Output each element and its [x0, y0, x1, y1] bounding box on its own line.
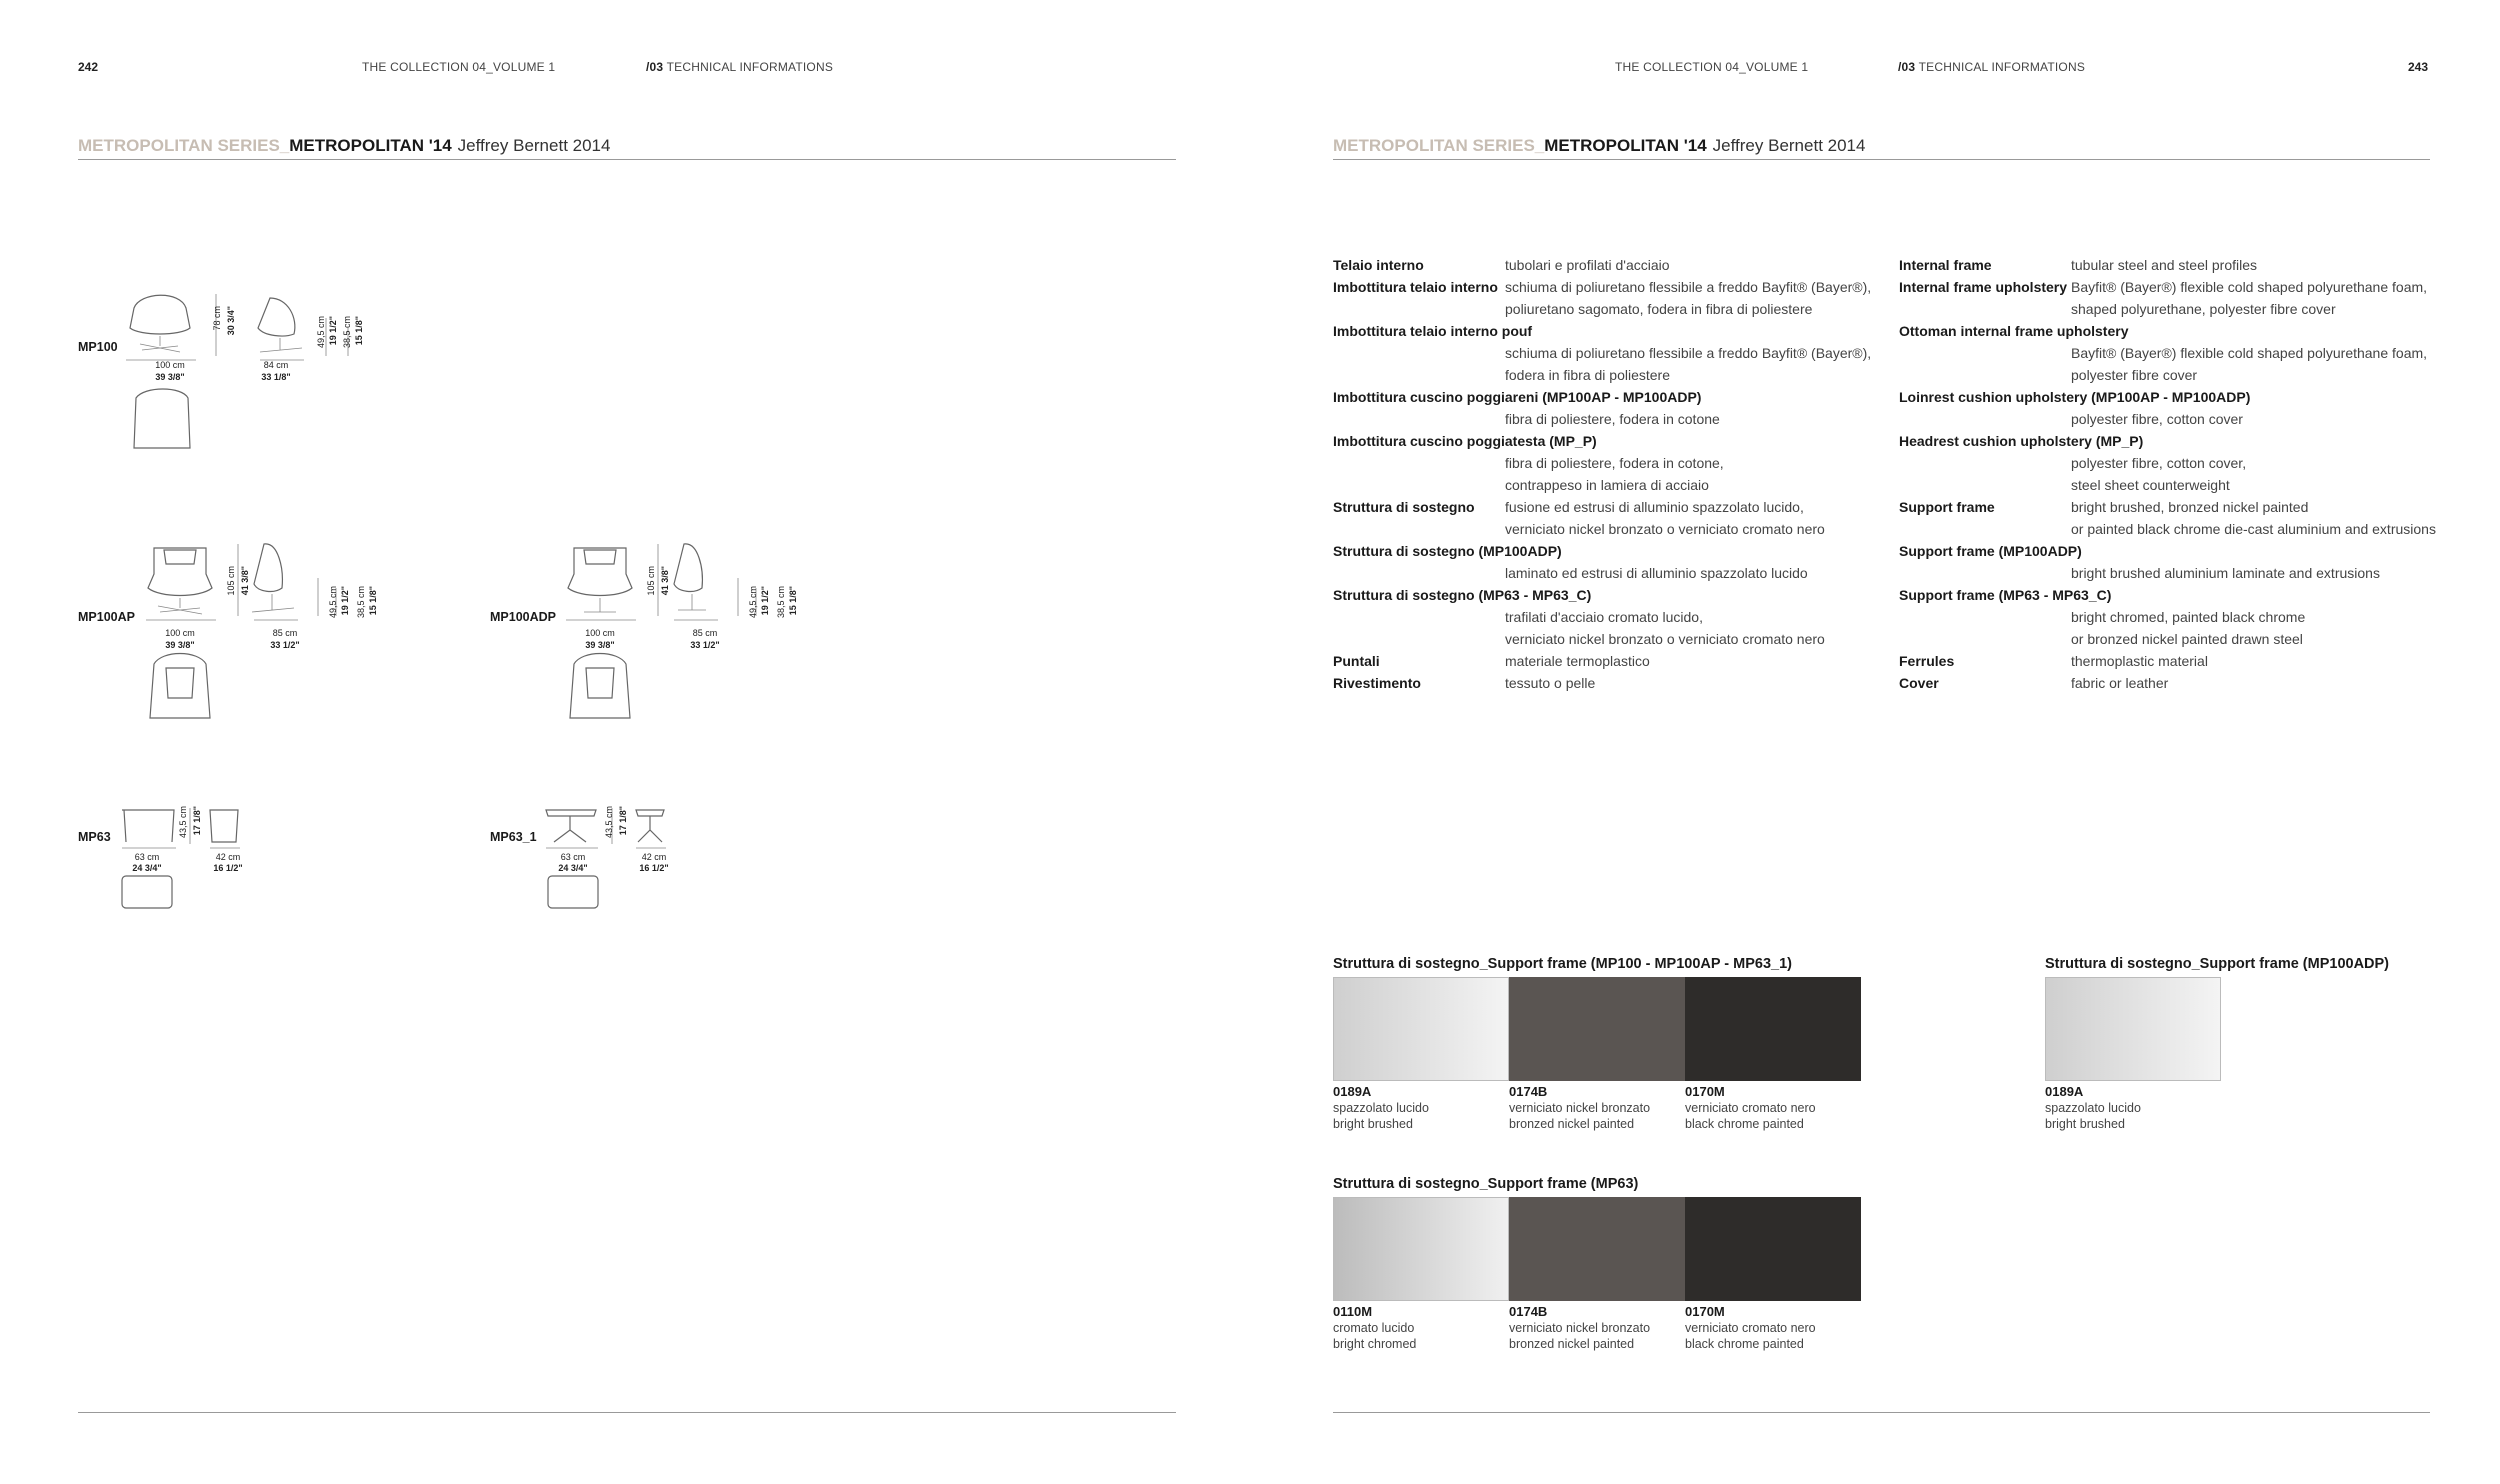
spec-label: [1899, 518, 2071, 540]
mp63-1-width-in: 24 3/4": [558, 863, 588, 873]
mp100ap-depth: 85 cm: [272, 628, 298, 638]
spec-row: [1333, 496, 1873, 518]
technical-info-italian: [1333, 254, 1873, 694]
swatch-code: 0174B: [1509, 1304, 1548, 1319]
mp63-height-in: 17 1/8": [192, 806, 202, 836]
spec-row: [1333, 672, 1873, 694]
mp100-plan-view: [134, 389, 190, 448]
mp63-1-height: 43,5 cm: [604, 806, 614, 839]
spec-row: [1899, 276, 2439, 298]
swatch-name-en: bronzed nickel painted: [1509, 1117, 1635, 1131]
left-page-number: 242: [78, 60, 99, 74]
swatch-color-chip: [2045, 977, 2221, 1081]
left-section-header: [646, 60, 833, 74]
swatch-name-it: verniciato cromato nero: [1685, 1101, 1816, 1115]
spec-label: Internal frame upholstery: [1899, 279, 2068, 295]
spec-label: Imbottitura telaio interno pouf: [1333, 323, 1533, 339]
spec-value: or bronzed nickel painted drawn steel: [2071, 631, 2303, 647]
mp63-height: 43,5 cm: [178, 806, 188, 839]
left-series-title: [78, 136, 610, 156]
left-collection-title: THE COLLECTION 04_VOLUME 1: [362, 60, 556, 74]
spec-value: shaped polyurethane, polyester fibre cover: [2071, 301, 2336, 317]
mp100-height-in: 30 3/4": [226, 306, 236, 336]
spec-value: verniciato nickel bronzato o verniciato cromato nero: [1505, 631, 1825, 647]
mp63-1-front-view: [546, 810, 596, 842]
mp100adp-seat-height: 49,5 cm: [748, 586, 758, 619]
swatch-code: 0189A: [1333, 1084, 1372, 1099]
swatch-code: 0110M: [1333, 1304, 1373, 1319]
swatch-color-chip: [1333, 977, 1509, 1081]
spec-value: verniciato nickel bronzato o verniciato cromato nero: [1505, 521, 1825, 537]
mp100adp-plan-view: [570, 654, 630, 719]
finish-group-title: Struttura di sostegno_Support frame (MP100 - MP100AP - MP63_1): [1333, 956, 1793, 972]
finish-swatch-row: [2045, 977, 2221, 1132]
spec-label: Internal frame: [1899, 257, 1992, 273]
mp100ap-seat-height: 49,5 cm: [328, 586, 338, 619]
spec-value: laminato ed estrusi di alluminio spazzolato lucido: [1505, 565, 1808, 581]
right-collection-title: THE COLLECTION 04_VOLUME 1: [1615, 60, 1809, 74]
mp100ap-front-view: [148, 548, 212, 596]
right-page-number: 243: [2407, 60, 2428, 74]
spec-label: [1899, 298, 2071, 320]
spec-value: polyester fibre, cotton cover,: [2071, 455, 2247, 471]
mp100adp-width-in: 39 3/8": [585, 640, 615, 650]
finish-swatch[interactable]: [1685, 977, 1861, 1132]
swatch-name-en: bright brushed: [1333, 1117, 1413, 1131]
spec-row: [1899, 254, 2439, 276]
mp100adp-side-view: [674, 544, 702, 592]
spec-row: [1899, 496, 2439, 518]
swatch-color-chip: [1509, 1197, 1685, 1301]
author-year: Jeffrey Bernett 2014: [1712, 136, 1866, 155]
section-number: /03: [1898, 60, 1916, 74]
mp100-front-view: [130, 295, 190, 334]
swatch-name-en: black chrome painted: [1685, 1337, 1804, 1351]
mp100ap-arm-height-in: 15 1/8": [368, 586, 378, 616]
swatch-name-it: verniciato cromato nero: [1685, 1321, 1816, 1335]
left-footer-rule: [78, 1412, 1176, 1413]
swatch-name-it: verniciato nickel bronzato: [1509, 1101, 1651, 1115]
finish-swatch[interactable]: [1509, 1197, 1685, 1352]
finish-swatch[interactable]: [2045, 977, 2221, 1132]
spec-row: [1333, 276, 1873, 298]
mp100adp-height-in: 41 3/8": [660, 566, 670, 596]
swatch-name-en: bright brushed: [2045, 1117, 2125, 1131]
spec-label: Puntali: [1333, 653, 1380, 669]
spec-label: Support frame (MP100ADP): [1899, 543, 2082, 559]
product-code-mp100ap: MP100AP: [78, 610, 135, 624]
finish-swatch[interactable]: [1333, 1197, 1509, 1352]
spec-label: Loinrest cushion upholstery (MP100AP - MP100ADP): [1899, 389, 2251, 405]
section-number: /03: [646, 60, 664, 74]
product-code-mp63-1: MP63_1: [490, 830, 537, 844]
spec-label: Struttura di sostegno (MP100ADP): [1333, 543, 1562, 559]
mp100-seat-height: 49,5 cm: [316, 316, 326, 349]
mp100ap-plan-view: [150, 654, 210, 719]
mp63-width-in: 24 3/4": [132, 863, 162, 873]
swatch-name-en: black chrome painted: [1685, 1117, 1804, 1131]
spec-value: schiuma di poliuretano flessibile a freddo Bayfit® (Bayer®),: [1505, 279, 1872, 295]
spec-value: Bayfit® (Bayer®) flexible cold shaped polyurethane foam,: [2071, 345, 2428, 361]
spec-value: fabric or leather: [2071, 675, 2169, 691]
spec-label: [1333, 298, 1505, 320]
right-footer-rule: [1333, 1412, 2430, 1413]
mp63-front-view: [122, 810, 174, 842]
swatch-color-chip: [1333, 1197, 1509, 1301]
section-title: TECHNICAL INFORMATIONS: [666, 60, 834, 74]
mp100adp-width: 100 cm: [585, 628, 615, 638]
spec-value: or painted black chrome die-cast aluminium and extrusions: [2071, 521, 2436, 537]
finish-group-title: Struttura di sostegno_Support frame (MP100ADP): [2045, 956, 2390, 972]
spec-value: bright chromed, painted black chrome: [2071, 609, 2306, 625]
mp63-depth: 42 cm: [215, 852, 241, 862]
finish-swatch-row: [1333, 977, 1861, 1132]
spec-value: trafilati d'acciaio cromato lucido,: [1505, 609, 1703, 625]
swatch-color-chip: [1685, 977, 1861, 1081]
swatch-code: 0189A: [2045, 1084, 2084, 1099]
right-series-title: [1333, 136, 1865, 156]
mp100ap-height-in: 41 3/8": [240, 566, 250, 596]
swatch-name-it: spazzolato lucido: [1333, 1101, 1429, 1115]
spec-label: Cover: [1899, 675, 1939, 691]
product-code-mp100: MP100: [78, 340, 118, 354]
mp63-1-depth-in: 16 1/2": [639, 863, 669, 873]
series-name: METROPOLITAN '14: [289, 136, 452, 155]
spec-row: [1333, 298, 1873, 320]
mp63-side-view: [210, 810, 238, 842]
spec-value: fibra di poliestere, fodera in cotone,: [1505, 455, 1724, 471]
mp63-1-width: 63 cm: [560, 852, 586, 862]
left-title-rule: [78, 159, 1176, 160]
spec-value: schiuma di poliuretano flessibile a freddo Bayfit® (Bayer®),: [1505, 345, 1872, 361]
spec-value: contrappeso in lamiera di acciaio: [1505, 477, 1709, 493]
spec-value: tubolari e profilati d'acciaio: [1505, 257, 1670, 273]
mp100-arm-height: 38,5 cm: [342, 316, 352, 349]
spec-label: Telaio interno: [1333, 257, 1424, 273]
mp100ap-seat-height-in: 19 1/2": [340, 586, 350, 616]
spec-row: [1333, 650, 1873, 672]
right-section-header: [1898, 60, 2085, 74]
spec-row: [1333, 254, 1873, 276]
spec-label: Ferrules: [1899, 653, 1955, 669]
spec-value: thermoplastic material: [2071, 653, 2208, 669]
spec-row: [1899, 650, 2439, 672]
mp100-seat-height-in: 19 1/2": [328, 316, 338, 346]
spec-label: Imbottitura cuscino poggiareni (MP100AP - MP100ADP): [1333, 389, 1702, 405]
spec-value: bright brushed, bronzed nickel painted: [2071, 499, 2309, 515]
right-title-rule: [1333, 159, 2430, 160]
mp100adp-arm-height-in: 15 1/8": [788, 586, 798, 616]
series-prefix: METROPOLITAN SERIES_: [78, 136, 290, 155]
section-title: TECHNICAL INFORMATIONS: [1918, 60, 2086, 74]
mp100-width: 100 cm: [155, 360, 185, 370]
mp100adp-depth: 85 cm: [692, 628, 718, 638]
spec-label: Support frame (MP63 - MP63_C): [1899, 587, 2112, 603]
mp63-depth-in: 16 1/2": [213, 863, 243, 873]
swatch-color-chip: [1509, 977, 1685, 1081]
swatch-name-it: cromato lucido: [1333, 1321, 1415, 1335]
spec-value: fodera in fibra di poliestere: [1505, 367, 1670, 383]
spec-label: Struttura di sostegno: [1333, 499, 1475, 515]
spec-label: Support frame: [1899, 499, 1995, 515]
finish-swatch[interactable]: [1509, 977, 1685, 1132]
spec-row: [1899, 298, 2439, 320]
spec-label: Imbottitura telaio interno: [1333, 279, 1498, 295]
swatch-name-en: bright chromed: [1333, 1337, 1417, 1351]
spec-label: Ottoman internal frame upholstery: [1899, 323, 2129, 339]
mp100-depth: 84 cm: [263, 360, 289, 370]
spec-value: materiale termoplastico: [1505, 653, 1650, 669]
spec-row: [1333, 518, 1873, 540]
swatch-color-chip: [1685, 1197, 1861, 1301]
mp100-depth-in: 33 1/8": [261, 372, 291, 382]
mp100ap-height: 105 cm: [226, 566, 236, 596]
finish-group-title: Struttura di sostegno_Support frame (MP63): [1333, 1176, 1639, 1192]
mp100ap-width: 100 cm: [165, 628, 195, 638]
finish-swatch-row: [1333, 1197, 1861, 1352]
technical-info-english: [1899, 254, 2439, 694]
spec-value: steel sheet counterweight: [2071, 477, 2230, 493]
mp100-width-in: 39 3/8": [155, 372, 185, 382]
swatch-code: 0170M: [1685, 1304, 1725, 1319]
mp100-height: 78 cm: [212, 306, 222, 331]
spec-label: Rivestimento: [1333, 675, 1421, 691]
spec-value: tubular steel and steel profiles: [2071, 257, 2257, 273]
mp63-1-side-view: [636, 810, 664, 842]
author-year: Jeffrey Bernett 2014: [457, 136, 611, 155]
spec-label: [1333, 518, 1505, 540]
mp63-plan-view: [122, 876, 172, 908]
series-prefix: METROPOLITAN SERIES_: [1333, 136, 1545, 155]
mp100adp-height: 105 cm: [646, 566, 656, 596]
product-code-mp100adp: MP100ADP: [490, 610, 556, 624]
swatch-name-en: bronzed nickel painted: [1509, 1337, 1635, 1351]
spec-value: polyester fibre, cotton cover: [2071, 411, 2243, 427]
spec-row: [1899, 672, 2439, 694]
swatch-name-it: spazzolato lucido: [2045, 1101, 2141, 1115]
mp63-1-depth: 42 cm: [641, 852, 667, 862]
spec-value: fusione ed estrusi di alluminio spazzolato lucido,: [1505, 499, 1804, 515]
mp100adp-depth-in: 33 1/2": [690, 640, 720, 650]
mp63-width: 63 cm: [134, 852, 160, 862]
swatch-name-it: verniciato nickel bronzato: [1509, 1321, 1651, 1335]
mp100adp-seat-height-in: 19 1/2": [760, 586, 770, 616]
finish-swatch[interactable]: [1685, 1197, 1861, 1352]
swatch-code: 0174B: [1509, 1084, 1548, 1099]
spec-label: Headrest cushion upholstery (MP_P): [1899, 433, 2144, 449]
mp100adp-arm-height: 38,5 cm: [776, 586, 786, 619]
spec-row: [1899, 518, 2439, 540]
mp100ap-arm-height: 38,5 cm: [356, 586, 366, 619]
mp63-1-height-in: 17 1/8": [618, 806, 628, 836]
series-name: METROPOLITAN '14: [1544, 136, 1707, 155]
spec-label: Struttura di sostegno (MP63 - MP63_C): [1333, 587, 1592, 603]
spec-value: bright brushed aluminium laminate and extrusions: [2071, 565, 2380, 581]
spec-value: fibra di poliestere, fodera in cotone: [1505, 411, 1720, 427]
mp100ap-side-view: [254, 544, 282, 592]
swatch-code: 0170M: [1685, 1084, 1725, 1099]
mp100-arm-height-in: 15 1/8": [354, 316, 364, 346]
product-code-mp63: MP63: [78, 830, 111, 844]
mp100ap-depth-in: 33 1/2": [270, 640, 300, 650]
spec-value: poliuretano sagomato, fodera in fibra di poliestere: [1505, 301, 1813, 317]
mp100adp-front-view: [568, 548, 632, 596]
finish-swatch[interactable]: [1333, 977, 1509, 1132]
spec-label: Imbottitura cuscino poggiatesta (MP_P): [1333, 433, 1597, 449]
mp100-side-view: [258, 298, 295, 336]
spec-value: tessuto o pelle: [1505, 675, 1596, 691]
mp100ap-width-in: 39 3/8": [165, 640, 195, 650]
mp63-1-plan-view: [548, 876, 598, 908]
spec-value: polyester fibre cover: [2071, 367, 2198, 383]
spec-value: Bayfit® (Bayer®) flexible cold shaped polyurethane foam,: [2071, 279, 2428, 295]
